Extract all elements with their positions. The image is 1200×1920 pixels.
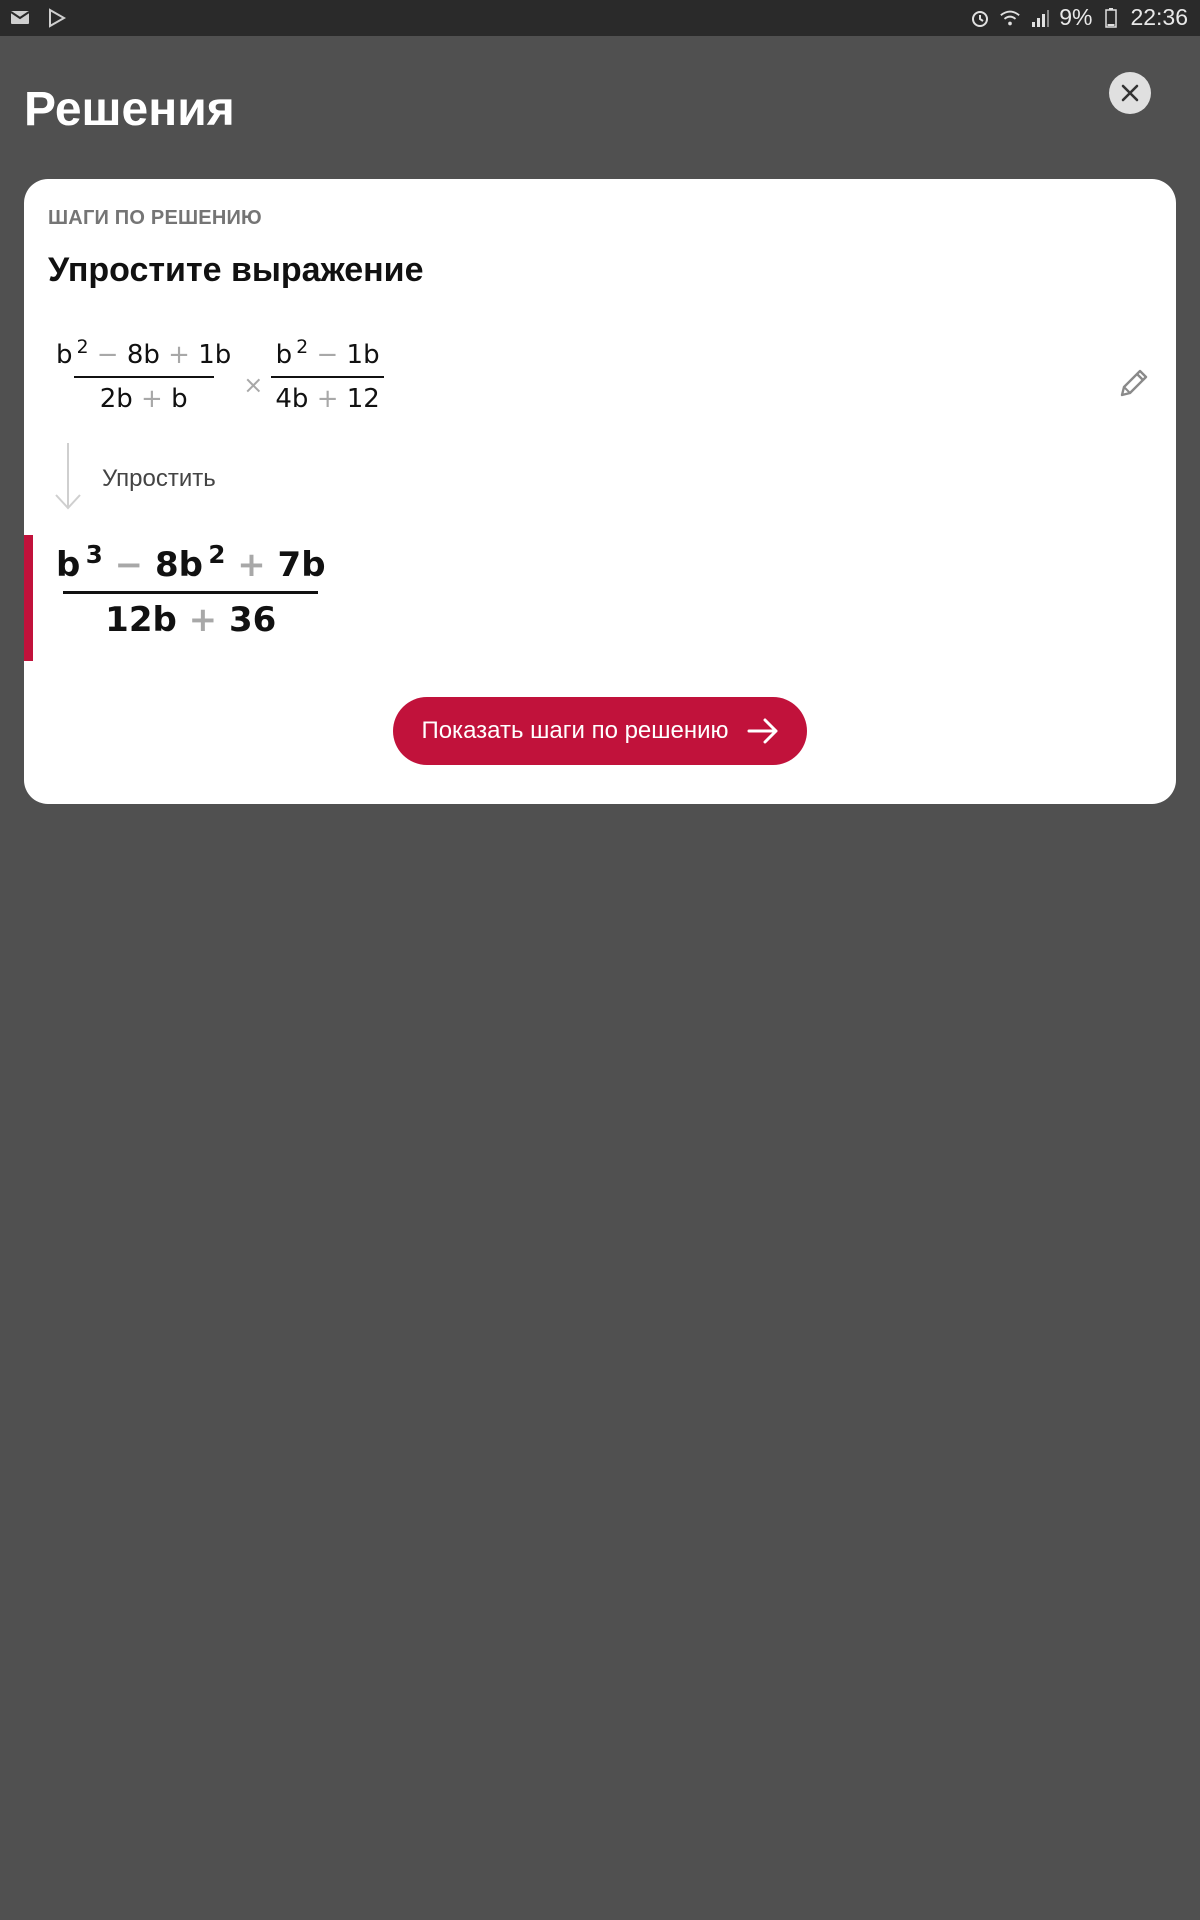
status-bar	[0, 0, 1200, 36]
show-steps-button[interactable]	[393, 697, 807, 765]
battery-percentage: 9%	[1059, 4, 1093, 30]
fraction-2	[271, 336, 383, 414]
mail-icon	[10, 7, 32, 29]
arrow-down-icon	[54, 441, 82, 511]
fraction-1-numerator: b $^2$ − 8b + 1b	[56, 336, 232, 370]
show-steps-label: Показать шаги по решению	[421, 717, 729, 744]
signal-icon	[1029, 7, 1051, 29]
clock: 22:36	[1130, 4, 1188, 30]
fraction-1	[52, 336, 235, 414]
pencil-icon[interactable]	[1114, 365, 1152, 403]
result-fraction	[52, 539, 330, 640]
alarm-icon	[969, 7, 991, 29]
arrow-right-icon	[747, 717, 779, 745]
play-store-icon	[46, 7, 68, 29]
battery-icon	[1100, 7, 1122, 29]
section-label: ШАГИ ПО РЕШЕНИЮ	[48, 207, 262, 229]
fraction-2-numerator: b $^2$ − 1b	[275, 336, 380, 370]
solution-card	[24, 179, 1176, 804]
result-accent-bar	[24, 535, 33, 661]
result-numerator: b $^3$ − 8b $^2$ + 7b	[56, 539, 326, 585]
task-title: Упростите выражение	[48, 251, 424, 289]
page-title: Решения	[24, 83, 235, 136]
step-label: Упростить	[102, 465, 216, 492]
fraction-2-denominator: 4b + 12	[271, 376, 383, 414]
multiply-sign: ×	[243, 371, 264, 399]
wifi-icon	[999, 7, 1021, 29]
original-expression	[52, 336, 384, 414]
result-denominator: 12b + 36	[63, 591, 318, 640]
result-expression	[52, 539, 330, 640]
close-icon	[1121, 84, 1139, 102]
close-button[interactable]	[1109, 72, 1151, 114]
fraction-1-denominator: 2b + b	[74, 376, 214, 414]
